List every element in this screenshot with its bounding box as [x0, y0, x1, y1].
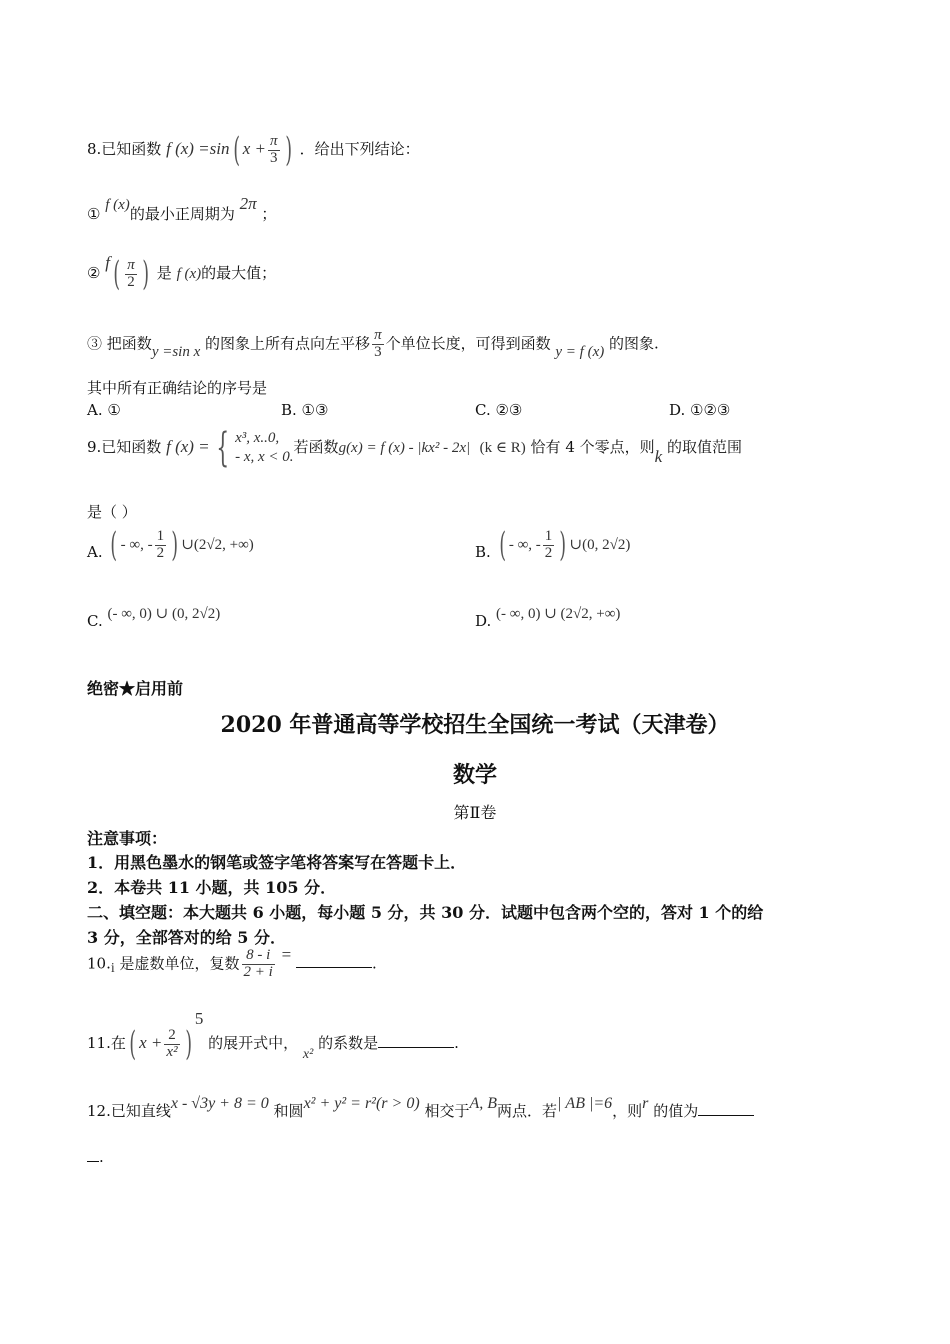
q10	[87, 945, 377, 981]
q8-item2-pi: π	[127, 256, 135, 273]
q9-option-d-label: D.	[475, 612, 492, 630]
q8-item2-fraction	[125, 258, 137, 291]
item-mark: ③	[87, 334, 103, 353]
notice-title: 注意事项：	[87, 829, 168, 848]
q12-number: 12.已知直线	[87, 1102, 171, 1120]
item-mark: ①	[87, 205, 101, 223]
exam-title: 2020 年普通高等学校招生全国统一考试（天津卷）	[220, 712, 730, 738]
q12-text3: ，则	[612, 1102, 643, 1120]
q8-option-c[interactable]: C. ②③	[475, 401, 523, 419]
fraction-numerator: 1	[544, 527, 553, 544]
q8-item3-func: y =sin x	[151, 344, 201, 361]
q10-text: 是虚数单位，复数	[119, 954, 240, 973]
q8-item2	[87, 254, 276, 294]
q11-denominator: x²	[166, 1043, 178, 1060]
q9-number: 9.已知函数	[87, 438, 162, 456]
q11-exponent: 5	[194, 1009, 204, 1028]
q11-number: 11.在	[87, 1034, 126, 1052]
q10-answer-blank[interactable]	[296, 967, 372, 968]
q8-three: 3	[270, 149, 278, 166]
q10-fraction	[242, 948, 275, 981]
q8-item1-func: f (x)	[105, 197, 130, 213]
q8-item3-func2: y = f (x)	[555, 344, 605, 361]
q9-option-c-value: (- ∞, 0) ∪ (0, 2√2)	[107, 606, 221, 622]
left-paren: (	[113, 254, 120, 294]
q8-item2-two: 2	[127, 273, 135, 290]
q8-item3-a: 把函数	[106, 334, 152, 353]
part-title: 第Ⅱ卷	[453, 803, 497, 822]
q9-case2: - x, x < 0.	[235, 449, 294, 465]
q11	[87, 1009, 459, 1064]
q10-end: .	[372, 954, 377, 973]
left-paren: (	[129, 1024, 136, 1064]
q9-option-a-fraction	[155, 529, 167, 562]
q8-pi: π	[270, 132, 278, 149]
q8-item1-end: ；	[261, 205, 277, 223]
right-paren: )	[184, 1024, 192, 1064]
q8-arg: x +	[242, 139, 267, 158]
left-brace: {	[216, 425, 229, 471]
q9-option-a-left: - ∞, -	[120, 537, 153, 553]
q8-item2-func: f (x)	[176, 266, 202, 282]
item-mark: ②	[87, 264, 101, 282]
notice-2: 2．本卷共 11 小题，共 105 分．	[87, 878, 337, 897]
q12-end: .	[99, 1148, 104, 1166]
q9-cont: 是（ ）	[87, 503, 137, 521]
q9-text2: 的取值范围	[666, 438, 742, 456]
q12-text: 相交于	[424, 1102, 470, 1120]
secret-label: 绝密★启用前	[87, 679, 184, 698]
q10-number: 10.	[87, 954, 111, 973]
q11-numerator: 2	[164, 1028, 179, 1045]
q12-cont	[87, 1148, 104, 1166]
q8-function: f (x) =sin	[166, 139, 230, 158]
q9-g-function: g(x) = f (x) - |kx² - 2x|	[338, 440, 471, 456]
q8-item2-f: f	[105, 253, 110, 272]
q9-option-b[interactable]	[475, 525, 630, 565]
q12-answer-blank[interactable]	[698, 1115, 754, 1116]
q8-item3	[87, 328, 659, 361]
q9-cases	[235, 429, 293, 468]
q9-stem	[87, 425, 742, 471]
q10-numerator: 8 - i	[242, 948, 275, 965]
right-paren: )	[142, 254, 149, 294]
q10-i: i	[110, 961, 115, 977]
fraction-denominator: 2	[544, 544, 553, 561]
fraction-denominator: 2	[156, 544, 165, 561]
right-paren: )	[559, 525, 567, 565]
q8-number: 8.已知函数	[87, 140, 162, 158]
q8-item3-b: 的图象上所有点向左平移	[205, 334, 371, 353]
q12-text2: 两点．若	[497, 1102, 558, 1120]
q9-option-a-label: A.	[87, 543, 103, 561]
q8-stem-end: ．给出下列结论：	[299, 140, 420, 158]
q12-ab: | AB |=6	[557, 1095, 613, 1112]
left-paren: (	[498, 525, 506, 565]
left-paren: (	[232, 130, 240, 170]
q8-item1-value: 2π	[239, 194, 257, 213]
q12-and: 和圆	[273, 1102, 304, 1120]
q8-item1	[87, 194, 277, 224]
fraction-numerator: 1	[156, 527, 165, 544]
q12-circle-equation: x² + y² = r²(r > 0)	[303, 1095, 420, 1112]
q9-text: 恰有 4 个零点，则	[530, 438, 655, 456]
q9-option-c[interactable]	[87, 604, 221, 630]
left-paren: (	[110, 525, 118, 565]
q11-fraction	[164, 1028, 179, 1061]
q8-item3-d: 的图象.	[609, 334, 659, 353]
right-paren: )	[284, 130, 292, 170]
q11-end: .	[454, 1034, 459, 1052]
q11-text: 的展开式中，	[208, 1034, 299, 1052]
q9-option-d[interactable]	[475, 604, 621, 630]
q8-item3-pi: π	[374, 327, 382, 343]
q11-x: x +	[139, 1033, 163, 1052]
right-paren: )	[171, 525, 179, 565]
q8-item3-three: 3	[374, 343, 382, 360]
q9-k: k	[654, 447, 663, 466]
q12-text4: 的值为	[653, 1102, 699, 1120]
subject-title: 数学	[452, 762, 497, 788]
q8-option-d[interactable]: D. ①②③	[669, 401, 731, 419]
q9-case1: x³, x..0,	[235, 429, 280, 446]
q12-points: A, B	[469, 1095, 497, 1112]
q8-option-a[interactable]: A. ①	[87, 401, 121, 419]
q8-item2-text: 的最大值；	[201, 264, 277, 282]
q9-option-a[interactable]	[87, 525, 254, 565]
q11-text2: 的系数是	[318, 1034, 379, 1052]
q9-option-b-left: - ∞, -	[508, 537, 541, 553]
q9-option-b-right: ∪(0, 2√2)	[569, 537, 631, 553]
q11-term: x²	[302, 1047, 314, 1062]
q8-fraction	[268, 134, 280, 167]
q12-line-equation: x - √3y + 8 = 0	[170, 1095, 269, 1112]
notice-1: 1．用黑色墨水的钢笔或签字笔将答案写在答题卡上．	[87, 853, 467, 872]
q9-option-a-right: ∪(2√2, +∞)	[181, 537, 254, 553]
section-heading-line1: 二、填空题：本大题共 6 小题，每小题 5 分，共 30 分．试题中包含两个空的，答对 1 个的给	[87, 903, 764, 922]
q11-answer-blank[interactable]	[378, 1047, 454, 1048]
q8-item2-is: 是	[156, 264, 172, 282]
q9-option-c-label: C.	[87, 612, 103, 630]
q8-item3-fraction	[372, 328, 384, 361]
q12-answer-blank-cont[interactable]	[87, 1161, 99, 1162]
q12-r: r	[642, 1095, 649, 1112]
q9-function: f (x) =	[166, 437, 210, 456]
q9-option-b-fraction	[543, 529, 555, 562]
q9-condition: (k ∈ R)	[479, 440, 526, 456]
q8-item1-text: 的最小正周期为	[129, 205, 235, 223]
section-heading-line2: 3 分，全部答对的给 5 分．	[87, 928, 286, 947]
q9-option-b-label: B.	[475, 543, 491, 561]
q8-stem	[87, 130, 420, 170]
q9-mid: 若函数	[293, 438, 339, 456]
q8-option-b[interactable]: B. ①③	[281, 401, 329, 419]
q10-denominator: 2 + i	[243, 963, 273, 980]
q8-item3-c: 个单位长度，可得到函数	[385, 334, 551, 353]
q10-equals: =	[281, 945, 292, 965]
q12	[87, 1095, 754, 1121]
q9-option-d-value: (- ∞, 0) ∪ (2√2, +∞)	[496, 606, 621, 622]
q8-question: 其中所有正确结论的序号是	[87, 379, 268, 397]
